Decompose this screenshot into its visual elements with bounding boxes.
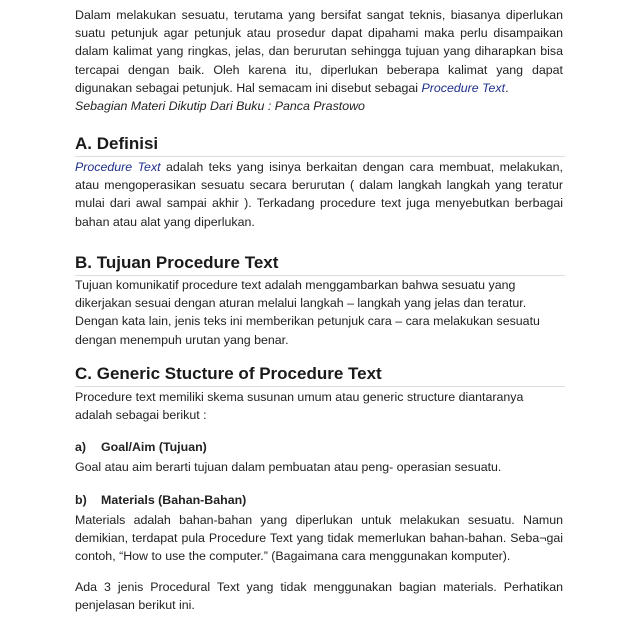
cut-off-next-line xyxy=(75,622,563,630)
subsection-materials-label: b) xyxy=(75,493,87,507)
section-a-heading: A. Definisi xyxy=(75,134,565,157)
section-a-body xyxy=(75,158,563,231)
section-b-body: Tujuan komunikatif procedure text adalah menggambarkan bahwa sesuatu yang dikerjakan sesuai dengan aturan melalui langkah – langkah yang jelas dan teratur. Dengan kata lain, jenis teks ini memberikan petunjuk cara – cara melakukan sesuatu dengan menempuh urutan yang benar. xyxy=(75,278,540,347)
intro-period: . xyxy=(505,80,509,95)
intro-text: Dalam melakukan sesuatu, terutama yang bersifat sangat teknis, biasanya diperlukan suatu petunjuk agar petunjuk atau prosedur dapat dipahami maka perlu disampaikan dalam kalimat yang ringkas, jelas, dan berurutan sehingga tujuan yang diharapkan bisa tercapai dengan baik. Oleh karena itu, diperlukan beberapa kalimat yang dapat digunakan sebagai petunjuk. Hal semacam ini disebut sebagai xyxy=(75,8,563,95)
subsection-materials-heading xyxy=(75,493,246,507)
intro-paragraph xyxy=(75,6,563,115)
subsection-goal-text: Goal atau aim berarti tujuan dalam pembuatan atau peng- operasian sesuatu. xyxy=(75,460,502,474)
section-c-heading: C. Generic Stucture of Procedure Text xyxy=(75,364,565,387)
subsection-goal-title: Goal/Aim (Tujuan) xyxy=(101,440,207,454)
intro-procedure-text-term: Procedure Text xyxy=(421,80,506,95)
subsection-materials-text-2: Ada 3 jenis Procedural Text yang tidak menggunakan bagian materials. Perhatikan penjelasan berikut ini. xyxy=(75,580,563,613)
section-c-intro: Procedure text memiliki skema susunan umum atau generic structure diantaranya adalah sebagai berikut : xyxy=(75,390,524,423)
subsection-goal-heading xyxy=(75,440,207,454)
section-a-text: adalah teks yang isinya berkaitan dengan cara membuat, melakukan, atau mengoperasikan sesuatu secara berurutan ( dalam langkah langkah yang teratur mulai dari awal sampai akhir ). Terkadang procedure text juga menyebutkan berbagai bahan atau alat yang diperlukan. xyxy=(75,160,563,229)
subsection-materials-title: Materials (Bahan-Bahan) xyxy=(101,493,247,507)
subsection-goal-label: a) xyxy=(75,440,87,454)
source-citation: Sebagian Materi Dikutip Dari Buku : Panca Prastowo xyxy=(75,99,365,114)
section-a-term: Procedure Text xyxy=(75,160,161,174)
subsection-materials-text: Materials adalah bahan-bahan yang diperlukan untuk melakukan sesuatu. Namun demikian, terdapat pula Procedure Text yang tidak memerlukan bahan-bahan. Seba¬gai contoh, “How to use the computer.” (Bagaimana cara menggunakan komputer). xyxy=(75,513,563,564)
section-b-heading: B. Tujuan Procedure Text xyxy=(75,253,565,276)
